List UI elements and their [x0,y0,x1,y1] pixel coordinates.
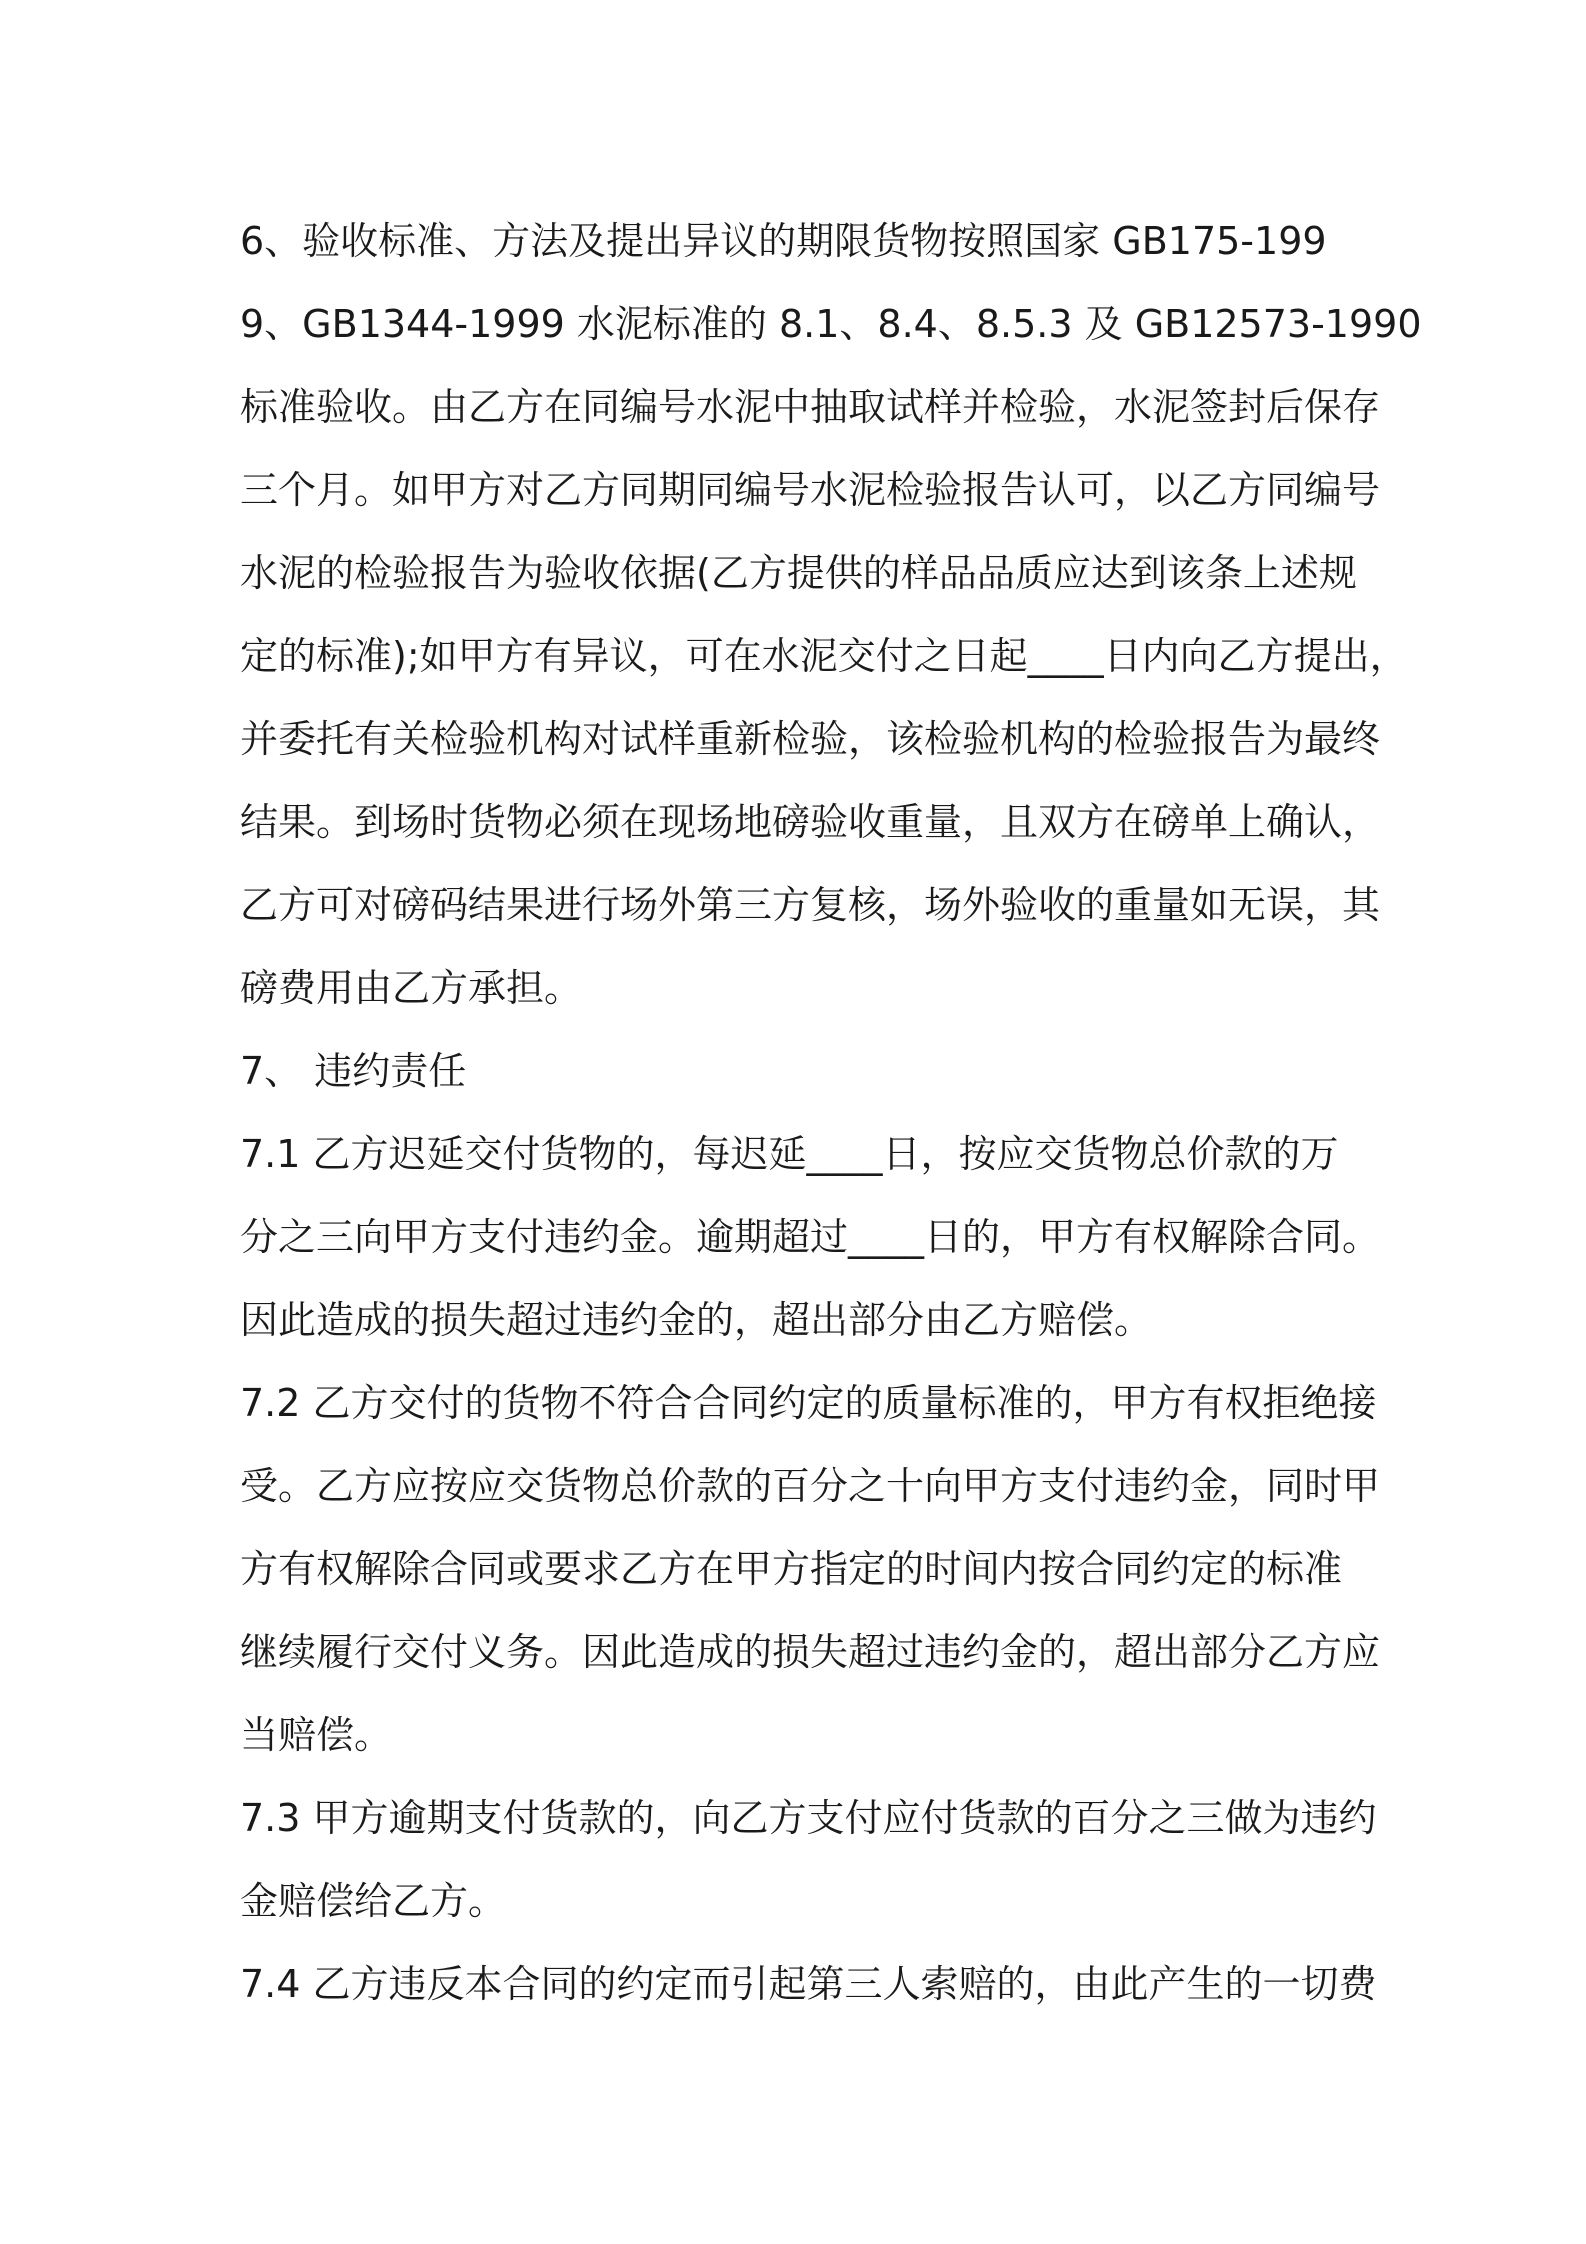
text-line: 分之三向甲方支付违约金。逾期超过____日的，甲方有权解除合同。 [240,1215,1381,1259]
text-line: 受。乙方应按应交货物总价款的百分之十向甲方支付违约金，同时甲 [240,1464,1381,1508]
text-line: 金赔偿给乙方。 [240,1879,507,1923]
section-heading: 7、 违约责任 [240,1049,467,1093]
text-line: 结果。到场时货物必须在现场地磅验收重量，且双方在磅单上确认， [240,800,1381,844]
text-line: 方有权解除合同或要求乙方在甲方指定的时间内按合同约定的标准 [240,1547,1343,1591]
text-line: 6、验收标准、方法及提出异议的期限货物按照国家 GB175-199 [240,219,1327,263]
text-line: 当赔偿。 [240,1713,393,1757]
text-line: 水泥的检验报告为验收依据(乙方提供的样品品质应达到该条上述规 [240,551,1357,595]
text-line: 继续履行交付义务。因此造成的损失超过违约金的，超出部分乙方应 [240,1630,1381,1674]
text-line: 9、GB1344-1999 水泥标准的 8.1、8.4、8.5.3 及 GB12573-1990 [240,302,1422,346]
text-line: 乙方可对磅码结果进行场外第三方复核，场外验收的重量如无误，其 [240,883,1381,927]
text-line: 定的标准);如甲方有异议，可在水泥交付之日起____日内向乙方提出， [240,634,1408,678]
text-line: 并委托有关检验机构对试样重新检验，该检验机构的检验报告为最终 [240,717,1381,761]
text-line: 因此造成的损失超过违约金的，超出部分由乙方赔偿。 [240,1298,1153,1342]
text-line: 7.2 乙方交付的货物不符合合同约定的质量标准的，甲方有权拒绝接 [240,1381,1377,1425]
text-line: 7.3 甲方逾期支付货款的，向乙方支付应付货款的百分之三做为违约 [240,1796,1377,1840]
text-line: 标准验收。由乙方在同编号水泥中抽取试样并检验，水泥签封后保存 [240,385,1381,429]
text-line: 磅费用由乙方承担。 [240,966,583,1010]
text-line: 7.1 乙方迟延交付货物的，每迟延____日，按应交货物总价款的万 [240,1132,1339,1176]
contract-text [240,200,1422,2026]
text-line: 7.4 乙方违反本合同的约定而引起第三人索赔的，由此产生的一切费 [240,1962,1377,2006]
text-line: 三个月。如甲方对乙方同期同编号水泥检验报告认可，以乙方同编号 [240,468,1381,512]
